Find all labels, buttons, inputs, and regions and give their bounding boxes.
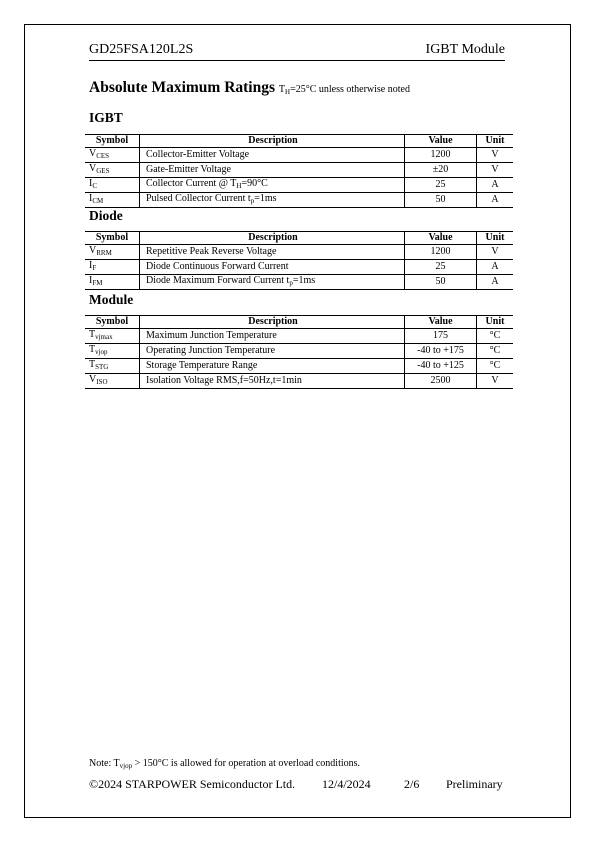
title-text: Absolute Maximum Ratings [89,79,276,96]
symbol-cell [85,245,140,260]
column-header-unit: Unit [477,135,514,148]
description-text: Repetitive Peak Reverse Voltage [146,246,277,257]
value-cell: 25 [405,178,477,193]
document-type: IGBT Module [425,42,505,57]
unit-cell: °C [477,329,514,344]
table-row [85,178,513,193]
column-header-symbol: Symbol [85,232,140,245]
unit-cell: V [477,148,514,163]
table-row [85,148,513,163]
value-cell: 2500 [405,374,477,389]
header-row [85,232,513,245]
symbol-letter: I [89,193,93,204]
symbol-cell [85,359,140,374]
symbol-letter: V [89,374,97,385]
symbol-subscript: vjmax [95,333,113,341]
value-cell: 50 [405,193,477,208]
description-cell [140,275,405,290]
symbol-letter: V [89,163,97,174]
table-row [85,359,513,374]
value-cell: -40 to +125 [405,359,477,374]
symbol-cell [85,163,140,178]
column-header-description: Description [140,135,405,148]
description-text: Collector-Emitter Voltage [146,149,250,160]
description-cell [140,359,405,374]
igbt-table [85,134,513,208]
description-text: Storage Temperature Range [146,360,258,371]
symbol-cell [85,344,140,359]
value-cell: 175 [405,329,477,344]
symbol-subscript: F [92,264,97,272]
description-cell [140,329,405,344]
value-cell: 50 [405,275,477,290]
table-row [85,163,513,178]
column-header-unit: Unit [477,316,514,329]
unit-cell: A [477,260,514,275]
description-cell [140,163,405,178]
unit-cell: V [477,163,514,178]
column-header-value: Value [405,316,477,329]
symbol-letter: T [89,329,96,340]
symbol-subscript: STG [95,363,109,371]
footer-status: Preliminary [446,777,503,791]
unit-cell: A [477,178,514,193]
symbol-letter: T [89,359,96,370]
footer-date: 12/4/2024 [322,777,371,791]
note-subscript: vjop [119,762,133,770]
symbol-cell [85,260,140,275]
table-row [85,344,513,359]
part-number: GD25FSA120L2S [89,42,194,57]
module-table [85,315,513,389]
unit-cell: A [477,275,514,290]
column-header-description: Description [140,316,405,329]
value-cell: 25 [405,260,477,275]
symbol-letter: I [89,260,93,271]
table-row [85,374,513,389]
description-cell [140,193,405,208]
cond-text: =25°C unless otherwise noted [290,84,410,95]
description-subscript: p [289,279,293,287]
value-cell: -40 to +175 [405,344,477,359]
description-text: Gate-Emitter Voltage [146,164,231,175]
table-row [85,260,513,275]
unit-cell: A [477,193,514,208]
unit-cell: °C [477,344,514,359]
table-header [85,232,513,245]
symbol-cell [85,193,140,208]
description-cell [140,374,405,389]
column-header-value: Value [405,232,477,245]
value-cell: 1200 [405,148,477,163]
symbol-cell [85,374,140,389]
description-text: Pulsed Collector Current t [146,193,251,204]
table-body [85,329,513,389]
description-text: Diode Maximum Forward Current t [146,275,290,286]
description-cell [140,148,405,163]
unit-cell: °C [477,359,514,374]
footnote [89,758,360,770]
title-condition [279,84,410,95]
description-cell [140,178,405,193]
column-header-value: Value [405,135,477,148]
cond-symbol: T [278,84,285,95]
cond-subscript: H [285,88,291,96]
note-text: > 150°C is allowed for operation at overload conditions. [132,758,361,769]
table-header [85,135,513,148]
description-cell [140,344,405,359]
note-prefix: Note: T [89,758,120,769]
description-subscript: H [236,182,242,190]
symbol-letter: I [89,275,93,286]
table-body [85,245,513,290]
value-cell: ±20 [405,163,477,178]
section-heading-module: Module [89,292,134,307]
description-cell [140,245,405,260]
description-text: Diode Continuous Forward Current [146,261,289,272]
symbol-cell [85,148,140,163]
symbol-letter: V [89,245,97,256]
unit-cell: V [477,245,514,260]
description-suffix: =1ms [254,193,277,204]
symbol-subscript: CM [92,197,104,205]
description-subscript: p [250,197,255,205]
section-heading-diode: Diode [89,208,123,223]
table-row [85,245,513,260]
description-suffix: =1ms [292,275,316,286]
column-header-symbol: Symbol [85,135,140,148]
value-cell: 1200 [405,245,477,260]
section-heading-igbt: IGBT [89,110,123,125]
column-header-unit: Unit [477,232,514,245]
symbol-cell [85,329,140,344]
symbol-subscript: GES [96,167,110,175]
table-body [85,148,513,208]
page-title [89,79,410,97]
symbol-letter: T [89,344,96,355]
symbol-subscript: C [92,182,98,190]
column-header-symbol: Symbol [85,316,140,329]
description-text: Collector Current @ T [146,178,237,189]
description-cell [140,260,405,275]
description-text: Isolation Voltage RMS,f=50Hz,t=1min [146,375,302,386]
page-header [89,42,505,61]
symbol-subscript: FM [92,279,103,287]
header-row [85,316,513,329]
column-header-description: Description [140,232,405,245]
header-row [85,135,513,148]
symbol-cell [85,275,140,290]
symbol-letter: V [89,148,97,159]
footer-copyright: ©2024 STARPOWER Semiconductor Ltd. [89,777,296,791]
description-text: Operating Junction Temperature [146,345,276,356]
symbol-subscript: vjop [95,348,108,356]
table-row [85,275,513,290]
table-row [85,329,513,344]
symbol-letter: I [89,178,93,189]
symbol-subscript: CES [96,152,110,160]
table-row [85,193,513,208]
symbol-cell [85,178,140,193]
description-text: Maximum Junction Temperature [146,330,277,341]
unit-cell: V [477,374,514,389]
footer-page-number: 2/6 [404,777,420,791]
symbol-subscript: RRM [96,249,112,257]
table-header [85,316,513,329]
diode-table [85,231,513,290]
symbol-subscript: ISO [96,378,108,386]
description-suffix: =90°C [241,178,268,189]
